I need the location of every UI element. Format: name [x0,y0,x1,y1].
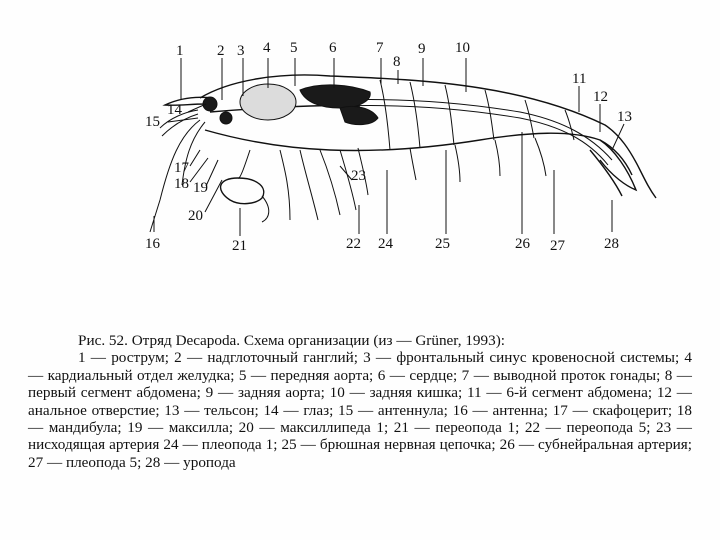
caption-body: 1 — рострум; 2 — надглоточный ганглий; 3 — фронтальный синус кровеносной системы; 4 — кардиальный отдел желудка; 5 — передняя аорта; 6 — сердце; 7 — выводной проток гонады; 8 — первый сегмент абдомена; 9 — задняя аорта; 10 — задняя кишка; 11 — 6-й сегмент абдомена; 12 — анальное отверстие; 13 — тельсон; 14 — глаз; 15 — антеннула; 16 — антенна; 17 — скафоцерит; 18 — мандибула; 19 — максилла; 20 — максиллипеда 1; 21 — переопода 1; 22 — переопода 5; 23 — нисходящая артерия 24 — плеопода 1; 25 — брюшная нервная цепочка; 26 — субнейральная артерия; 27 — плеопода 5; 28 — уропода [28,349,692,471]
shrimp-body [150,75,656,232]
figure-caption [28,332,692,471]
label-3: 3 [237,43,245,59]
label-11: 11 [572,71,587,87]
label-15: 15 [145,114,160,130]
label-5: 5 [290,40,298,56]
label-16: 16 [145,236,160,252]
diagram-labels [145,40,632,254]
caption-title: Рис. 52. Отряд Decapoda. Схема организации (из — Grüner, 1993): [78,332,505,349]
label-25: 25 [435,236,450,252]
label-24: 24 [378,236,393,252]
label-12: 12 [593,89,608,105]
label-7: 7 [376,40,384,56]
label-21: 21 [232,238,247,254]
label-19: 19 [193,180,208,196]
label-8: 8 [393,54,401,70]
leader-lines [154,58,624,236]
label-14: 14 [167,102,182,118]
label-4: 4 [263,40,271,56]
label-23: 23 [351,168,366,184]
label-6: 6 [329,40,337,56]
label-9: 9 [418,41,426,57]
label-20: 20 [188,208,203,224]
label-1: 1 [176,43,184,59]
label-13: 13 [617,109,632,125]
label-18: 18 [174,176,189,192]
label-26: 26 [515,236,530,252]
label-10: 10 [455,40,470,56]
label-22: 22 [346,236,361,252]
label-2: 2 [217,43,225,59]
label-17: 17 [174,160,189,176]
label-28: 28 [604,236,619,252]
label-27: 27 [550,238,565,254]
